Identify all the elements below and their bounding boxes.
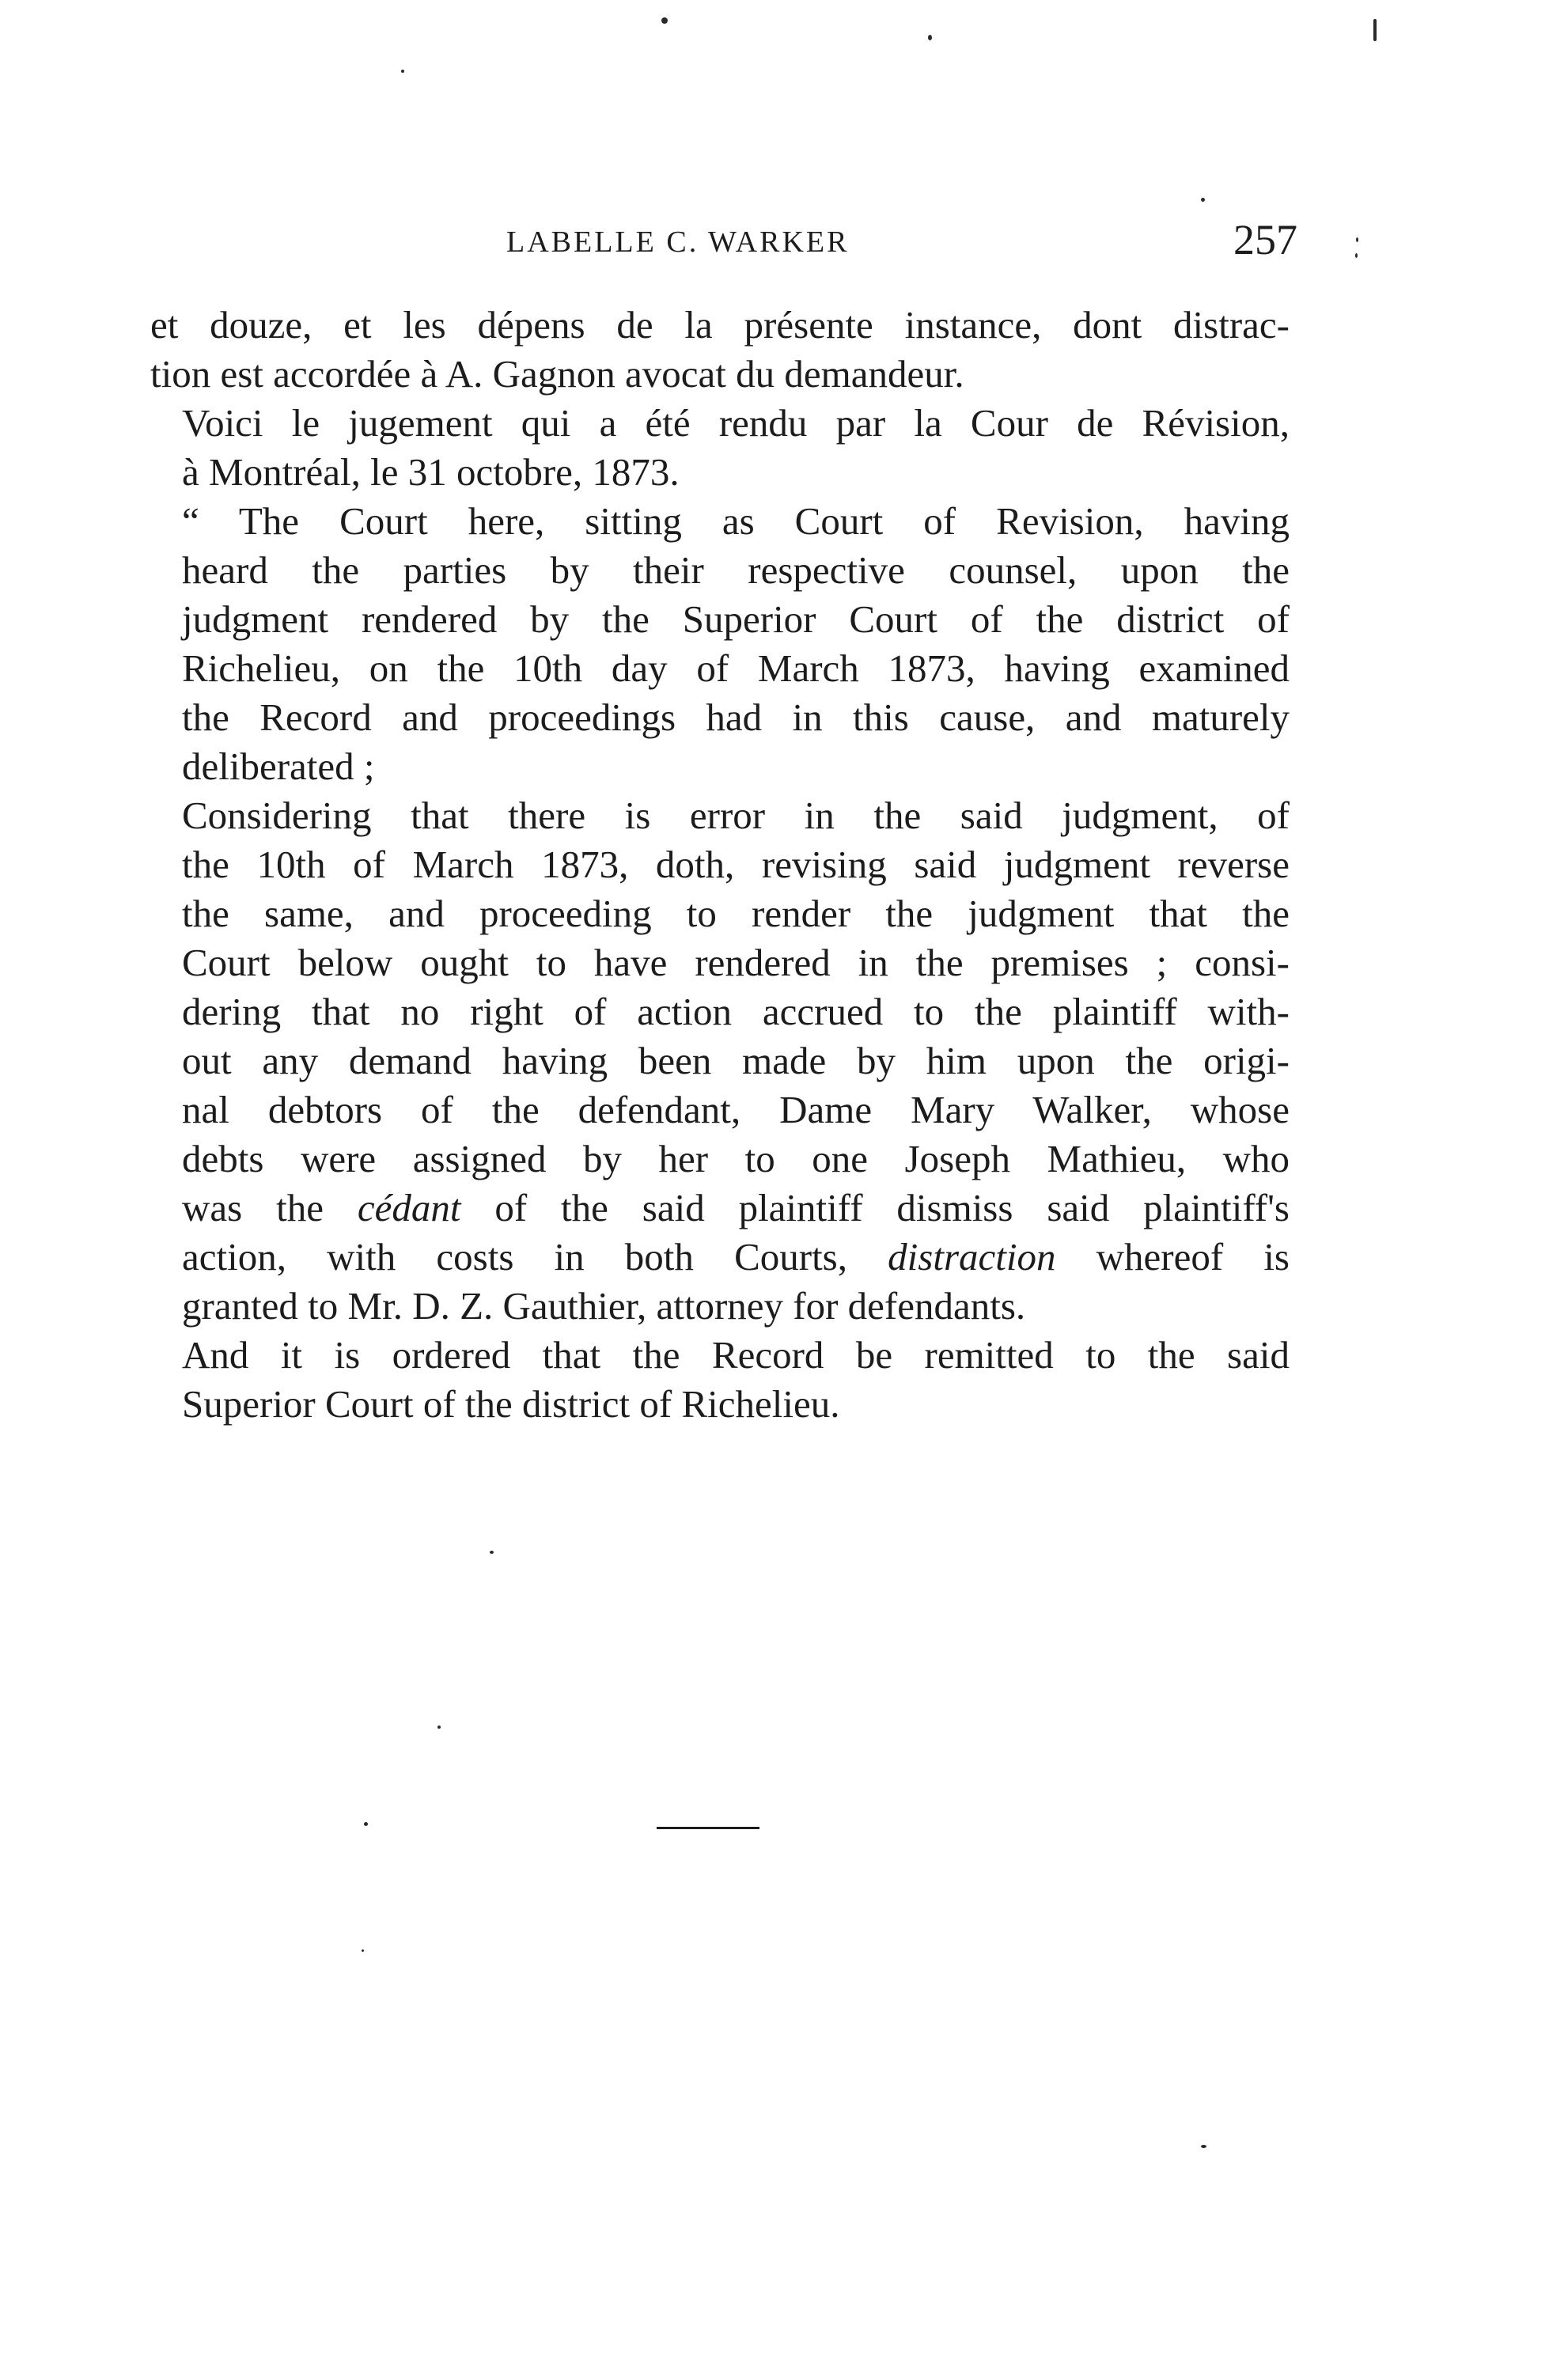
text-line: Considering that there is error in the said judgment, of [182,794,1290,837]
scan-speck [1201,2145,1206,2148]
scan-speck [1356,237,1358,242]
scan-speck [401,70,404,73]
text-line: nal debtors of the defendant, Dame Mary Walker, whose [182,1088,1290,1131]
text-line: deliberated ; [182,744,375,788]
scan-speck [437,1726,441,1729]
scan-speck [490,1551,494,1554]
text-line: granted to Mr. D. Z. Gauthier, attorney for defendants. [182,1284,1026,1328]
paragraph-record-remitted [150,1331,1290,1429]
text-line: debts were assigned by her to one Joseph Mathieu, who [182,1137,1290,1180]
text-line: Superior Court of the district of Richelieu. [182,1382,840,1426]
text-line [150,1233,1290,1282]
text-run: of the said plaintiff dismiss said plaintiff's [460,1186,1290,1229]
text-run: action, with costs in both Courts, [182,1235,888,1279]
text-line: the Record and proceedings had in this cause, and maturely [182,695,1290,739]
scan-speck [928,35,932,40]
text-line [150,1184,1290,1233]
text-run: was the [182,1186,358,1229]
paragraph-judgment-intro [150,399,1290,497]
italic-term-distraction: distraction [888,1235,1056,1279]
text-line: Court below ought to have rendered in the premises ; consi- [182,941,1290,984]
text-line: judgment rendered by the Superior Court of the district of [182,597,1290,641]
body-text [150,301,1290,1429]
scan-speck [1355,253,1358,258]
text-line: the same, and proceeding to render the judgment that the [182,892,1290,935]
page-number: 257 [1233,216,1297,263]
paragraph-costs [150,301,1290,399]
text-line: tion est accordée à A. Gagnon avocat du demandeur. [150,352,964,396]
section-end-rule [657,1827,759,1829]
text-line: dering that no right of action accrued to the plaintiff with- [182,990,1290,1033]
text-run: whereof is [1055,1235,1290,1279]
text-line: Richelieu, on the 10th day of March 1873, having examined [182,646,1290,690]
scan-speck [364,1822,368,1826]
paragraph-court-revision [150,497,1290,791]
scan-speck [362,1949,364,1952]
scan-speck [1201,198,1205,202]
text-line: And it is ordered that the Record be remitted to the said [182,1333,1290,1377]
running-head [158,215,1305,271]
text-line: “ The Court here, sitting as Court of Revision, having [182,499,1290,543]
scan-speck [661,17,668,24]
italic-term-cedant: cédant [357,1186,461,1229]
text-line: à Montréal, le 31 octobre, 1873. [182,450,680,494]
paragraph-considering [150,791,1290,1331]
scan-speck [1373,19,1377,41]
text-line: out any demand having been made by him upon the origi- [182,1039,1290,1082]
text-line: et douze, et les dépens de la présente instance, dont distrac- [150,303,1290,347]
running-title: LABELLE C. WARKER [506,225,850,259]
text-line: Voici le jugement qui a été rendu par la Cour de Révision, [182,401,1290,445]
text-line: heard the parties by their respective counsel, upon the [182,548,1290,592]
text-line: the 10th of March 1873, doth, revising said judgment reverse [182,843,1290,886]
